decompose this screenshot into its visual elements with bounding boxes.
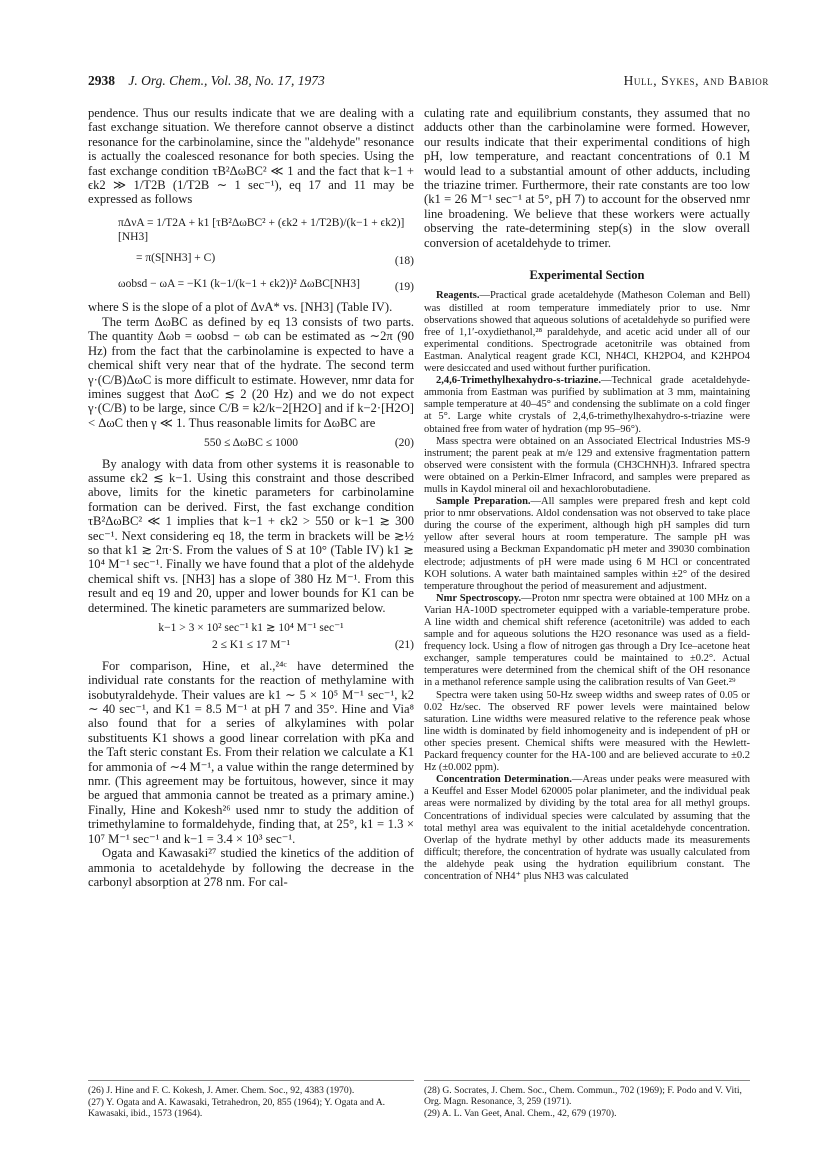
equation-number: (19)	[394, 281, 414, 294]
run-in-heading: Reagents.	[436, 290, 480, 302]
run-in-heading: 2,4,6-Trimethylhexahydro-s-triazine.	[436, 375, 601, 387]
footnote: (29) A. L. Van Geet, Anal. Chem., 42, 679 (1970).	[424, 1108, 617, 1120]
footnote-divider	[424, 1080, 750, 1081]
journal-citation: J. Org. Chem., Vol. 38, No. 17, 1973	[128, 73, 325, 88]
paragraph: Ogata and Kawasaki²⁷ studied the kinetics of the addition of ammonia to acetaldehyde by following the decrease in the carbonyl absorption at 278 nm. For cal-	[88, 846, 414, 889]
footnotes-left	[88, 1085, 414, 1121]
footnote-divider	[88, 1080, 414, 1081]
paragraph-text: —Practical grade acetaldehyde (Matheson Coleman and Bell) was distilled at room temperature immediately prior to use. Nmr observations showed that aqueous solutions of acetaldehyde so purified were free of 1,1′-oxydiethanol,²⁸ paraldehyde, and acetic acid under all of our experimental conditions. Spectrograde acetonitrile was obtained from Eastman. Analytical reagent grade KCl, NH4Cl, KH2PO4, and K2HPO4 were desiccated and used without further purification.	[424, 290, 750, 375]
paragraph: For comparison, Hine, et al.,²⁴ᶜ have determined the individual rate constants for the reaction of methylamine with isobutyraldehyde. Their values are k1 ∼ 5 × 10⁵ M⁻¹ sec⁻¹, k2 ∼ 40 sec⁻¹, and K1 = 8.5 M⁻¹ at pH 7 and 35°. Hine and Via⁸ also found that for a series of alkylamines with polar substituents K1 shows a good linear correlation with pKa and the Taft steric constant Es. From their relation we calculate a K1 for ammonia of ∼4 M⁻¹, a value within the range determined by nmr. (This agreement may be fortuitous, however, since it may be argued that ammonia cannot be treated as a primary amine.) Finally, Hine and Kokesh²⁶ used nmr to study the addition of trimethylamine to formaldehyde, finding that, at 25°, k1 = 1.3 × 10⁷ M⁻¹ sec⁻¹ and k−1 = 3.4 × 10³ sec⁻¹.	[88, 658, 414, 846]
paragraph: The term ΔωBC as defined by eq 13 consists of two parts. The quantity Δωb = ωobsd − ωb can be estimated as ∼2π (90 Hz) from the fact that the carbinolamine is expected to have a chemical shift very near that of the hydrate. The second term γ·(C/B)ΔωC is more difficult to estimate. However, nmr data for imines suggest that ΔωC ≲ 2 (20 Hz) and we do not expect γ·(C/B) to be large, since C/B = k2/k−2[H2O] and if k−2·[H2O] < ΔωC then γ ≪ 1. Thus reasonable limits for ΔωBC are	[88, 314, 414, 430]
run-in-heading: Sample Preparation.	[436, 496, 531, 508]
right-column	[424, 106, 750, 883]
equation-line: k−1 > 3 × 10² sec⁻¹ k1 ≳ 10⁴ M⁻¹ sec⁻¹	[158, 622, 344, 634]
footnote: (26) J. Hine and F. C. Kokesh, J. Amer. Chem. Soc., 92, 4383 (1970).	[88, 1085, 355, 1096]
equation-line: 550 ≤ ΔωBC ≤ 1000	[203, 437, 299, 450]
paragraph	[424, 496, 750, 593]
experimental-body	[424, 290, 750, 883]
paragraph-text: —Proton nmr spectra were obtained at 100 MHz on a Varian HA-100D spectrometer equipped with a variable-temperature probe. A line width and chemical shift reference (acetonitrile) was added to each sample and for aqueous solutions the H2O resonance was used as a field-frequency lock. Using a flow of nitrogen gas through a Dry Ice–acetone heat exchanger, sample temperatures could be maintained to ±0.2°. Actual temperatures were determined from the chemical shift of the OH resonance in a methanol reference sample using the calibration results of Van Geet.²⁹	[424, 592, 750, 689]
section-title: Experimental Section	[529, 268, 645, 283]
equation-line: πΔνA = 1/T2A + k1 [τB²ΔωBC² + (ϵk2 + 1/T2B)/(k−1 + ϵk2)] [NH3]	[118, 216, 405, 244]
equation-number: (21)	[394, 639, 414, 652]
equation-number: (20)	[394, 437, 414, 450]
page-header	[88, 73, 769, 93]
equation-21	[88, 621, 414, 653]
paragraph	[424, 290, 750, 375]
equation-number: (18)	[394, 254, 414, 267]
left-column	[88, 106, 414, 889]
page-number: 2938	[88, 73, 115, 88]
paragraph	[424, 375, 750, 435]
paragraph-text: —Areas under peaks were measured with a Keuffel and Esser Model 620005 polar planimeter, and the individual peak areas were normalized by dividing by the total area for all methyl groups. Concentrations of individual species were calculated by assuming that the total methyl area was equivalent to the initial acetaldehyde concentration. Overlap of the hydrate methyl by other adducts made its measurements difficult; therefore, the concentration of hydrate was usually calculated from the aldehyde peak using the hydration equilibrium constant. The concentration of NH4⁺ plus NH3 was calculated	[424, 774, 750, 882]
run-in-heading: Nmr Spectroscopy.	[436, 592, 522, 604]
paragraph: By analogy with data from other systems it is reasonable to assume ϵk2 ≲ k−1. Using this constraint and those described above, limits for the kinetic parameters for carbinolamine formation can be derived. First, the fast exchange condition τB²ΔωBC² ≪ 1 implies that k−1 + ϵk2 > 550 or k−1 ≳ 300 sec⁻¹. Next considering eq 18, the term in brackets will be ≳½ so that k1 ≳ 2π·S. From the values of S at 10° (Table IV) k1 ≳ 10⁴ M⁻¹ sec⁻¹. Finally we have found that a plot of the aldehyde chemical shift vs. [NH3] has a slope of 380 Hz M⁻¹. From this result and eq 19 and 20, upper and lower bounds for K1 can be determined. The kinetic parameters are summarized below.	[88, 456, 414, 615]
paragraph: Spectra were taken using 50-Hz sweep widths and sweep rates of 0.05 or 0.02 Hz/sec. The observed RF power levels were maintained below saturation. Line widths were measured relative to the reference peak whose line width is dominated by field inhomogeneity and is independent of pH or other species present. Chemical shifts were measured with the Hewlett-Packard frequency counter for the HA-100 and are believed accurate to ±0.2 Hz (±0.002 ppm).	[424, 689, 750, 774]
paragraph	[424, 593, 750, 690]
footnote: (27) Y. Ogata and A. Kawasaki, Tetrahedron, 20, 855 (1964); Y. Ogata and A. Kawasaki, ibid., 1573 (1964).	[88, 1097, 386, 1120]
equation-20	[88, 436, 414, 450]
equation-19	[88, 274, 414, 294]
running-authors: Hull, Sykes, and Babior	[623, 73, 769, 88]
paragraph-text: —Technical grade acetaldehyde-ammonia from Eastman was purified by sublimation at 3 mm, maintaining sample temperature at 40–45° and condensing the sublimate on a cold finger at 5°. Large white crystals of 2,4,6-trimethylhexahydro-s-triazine were obtained free from water of hydration (mp 95–96°).	[424, 375, 750, 435]
paragraph-text: —All samples were prepared fresh and kept cold prior to nmr observations. Aldol condensation was not observed to take place during the course of the experiment, although high pH samples did turn yellow after several hours at room temperature. The sample pH was measured using a Beckman Expandomatic pH meter and 39030 combination electrode; adjustments of pH were made using 6 M HCl or concentrated KOH solutions. A water bath maintained samples within ±2° of the desired temperature throughout the period of measurement and adjustment.	[424, 496, 750, 592]
equation-line: = π(S[NH3] + C)	[136, 251, 216, 264]
paragraph: where S is the slope of a plot of ΔνA* vs. [NH3] (Table IV).	[88, 300, 393, 315]
footnotes-right	[424, 1085, 750, 1121]
equation-18	[88, 213, 414, 268]
run-in-heading: Concentration Determination.	[436, 774, 572, 786]
paragraph: Mass spectra were obtained on an Associated Electrical Industries MS-9 instrument; the parent peak at m/e 129 and extensive fragmentation pattern observed were consistent with the formula (CH3CHNH)3. Infrared spectra were obtained on a Perkin-Elmer Infracord, and samples were prepared as mulls in Kaydol mineral oil and hexachlorobutadiene.	[424, 435, 750, 495]
paragraph: pendence. Thus our results indicate that we are dealing with a fast exchange situation. We therefore cannot observe a distinct resonance for the carbinolamine, since the "aldehyde" resonance is actually the coalesced resonance for both species. Using the fast exchange condition τB²ΔωBC² ≪ 1 and the fact that k−1 + ϵk2 ≫ 1/T2B (1/T2B ∼ 1 sec⁻¹), eq 17 and 11 may be expressed as follows	[88, 106, 414, 207]
footnote: (28) G. Socrates, J. Chem. Soc., Chem. Commun., 702 (1969); F. Podo and V. Viti, Org. Magn. Resonance, 3, 259 (1971).	[424, 1085, 742, 1108]
paragraph	[424, 774, 750, 883]
equation-line: ωobsd − ωA = −K1 (k−1/(k−1 + ϵk2))² ΔωBC[NH3]	[118, 278, 360, 291]
paragraph: culating rate and equilibrium constants, they assumed that no adducts other than the carbinolamine were formed. However, our results indicate that their experimental conditions of high pH, low temperature, and reactant concentrations of 0.1 M would lead to a substantial amount of other adducts, including the triazine trimer. Furthermore, their rate constants are too low (k1 = 26 M⁻¹ sec⁻¹ at 5°, pH 7) to account for the observed nmr line broadening. We believe that these workers were actually observing the rate-determining step(s) in the slow overall conversion of acetaldehyde to trimer.	[424, 106, 750, 250]
equation-line: 2 ≤ K1 ≤ 17 M⁻¹	[211, 639, 291, 652]
